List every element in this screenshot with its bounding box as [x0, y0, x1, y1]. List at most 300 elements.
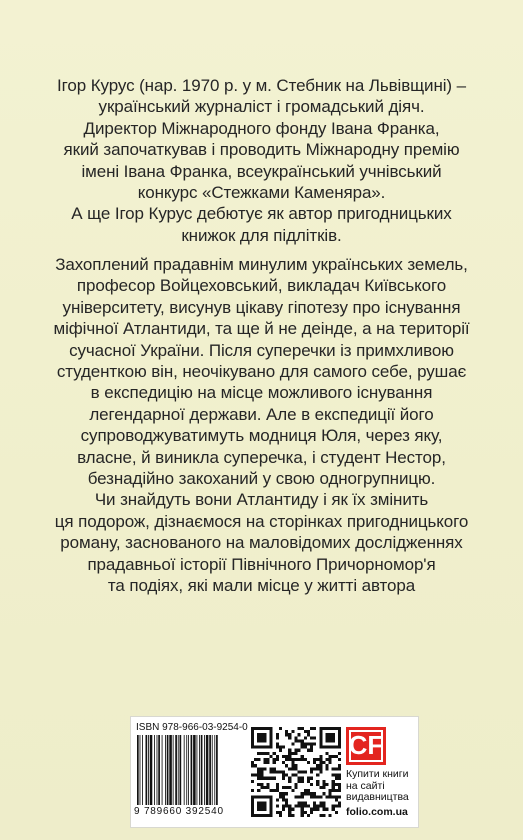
qr-module — [310, 749, 313, 752]
qr-module — [270, 743, 273, 746]
qr-module — [307, 733, 310, 736]
qr-module — [316, 780, 319, 783]
qr-module — [294, 767, 297, 770]
qr-module — [310, 783, 313, 786]
qr-module — [257, 736, 260, 739]
qr-module — [301, 811, 304, 814]
qr-module — [298, 801, 301, 804]
qr-module — [338, 789, 341, 792]
qr-module — [322, 805, 325, 808]
qr-module — [251, 730, 254, 733]
qr-module — [270, 727, 273, 730]
barcode-bar — [212, 735, 213, 805]
qr-module — [273, 752, 276, 755]
qr-module — [251, 743, 254, 746]
qr-module — [267, 795, 270, 798]
qr-module — [322, 746, 325, 749]
qr-module — [251, 739, 254, 742]
qr-module — [304, 758, 307, 761]
qr-module — [263, 736, 266, 739]
barcode-bar — [193, 735, 196, 805]
qr-module — [335, 727, 338, 730]
qr-module — [251, 798, 254, 801]
qr-module — [329, 789, 332, 792]
qr-module — [285, 801, 288, 804]
qr-module — [338, 739, 341, 742]
qr-module — [322, 761, 325, 764]
qr-module — [307, 789, 310, 792]
qr-module — [304, 811, 307, 814]
qr-module — [332, 733, 335, 736]
qr-module — [251, 727, 254, 730]
qr-module — [338, 805, 341, 808]
qr-module — [338, 777, 341, 780]
qr-module — [251, 801, 254, 804]
qr-module — [307, 761, 310, 764]
qr-module — [338, 743, 341, 746]
qr-module — [267, 777, 270, 780]
qr-module — [329, 792, 332, 795]
qr-module — [288, 808, 291, 811]
qr-module — [291, 814, 294, 817]
qr-module — [288, 736, 291, 739]
bio-line: Ігор Курус (нар. 1970 р. у м. Стебник на Львівщині) – — [57, 76, 466, 95]
qr-module — [325, 758, 328, 761]
qr-module — [325, 727, 328, 730]
qr-module — [291, 789, 294, 792]
barcode-bar — [209, 735, 211, 805]
qr-module — [316, 805, 319, 808]
bio-line: Директор Міжнародного фонду Івана Франка, — [83, 118, 440, 138]
buy-line: на сайті — [346, 779, 385, 792]
qr-module — [273, 789, 276, 792]
qr-module — [285, 758, 288, 761]
qr-module — [285, 798, 288, 801]
annotation-line: професор Войцеховський, викладач Київського — [76, 276, 447, 296]
annotation-line: роману, заснованого на маловідомих дослідженнях — [60, 533, 463, 553]
qr-module — [276, 783, 279, 786]
qr-module — [257, 774, 260, 777]
bio-line: імені Івана Франка, всеукраїнський учнівський — [81, 161, 442, 181]
qr-module — [310, 808, 313, 811]
qr-module — [257, 733, 260, 736]
qr-module — [310, 770, 313, 773]
qr-module — [257, 783, 260, 786]
qr-module — [260, 770, 263, 773]
qr-module — [325, 739, 328, 742]
qr-module — [319, 805, 322, 808]
qr-module — [319, 758, 322, 761]
qr-module — [313, 808, 316, 811]
annotation-line: Чи знайдуть вони Атлантиду і як їх змінить — [94, 490, 429, 510]
qr-module — [260, 795, 263, 798]
qr-module — [270, 814, 273, 817]
qr-module — [325, 736, 328, 739]
qr-module — [276, 743, 279, 746]
qr-module — [273, 761, 276, 764]
qr-module — [282, 798, 285, 801]
qr-module — [285, 774, 288, 777]
qr-module — [270, 770, 273, 773]
qr-module — [301, 808, 304, 811]
qr-module — [270, 730, 273, 733]
qr-module — [251, 774, 254, 777]
qr-module — [298, 739, 301, 742]
barcode-bar — [148, 735, 149, 805]
annotation-line: прадавньої історії Північного Причорномор'я — [87, 554, 436, 574]
qr-module — [267, 746, 270, 749]
barcode-bar — [188, 735, 189, 805]
qr-module — [329, 727, 332, 730]
qr-module — [325, 733, 328, 736]
qr-module — [251, 764, 254, 767]
qr-module — [260, 767, 263, 770]
qr-module — [307, 743, 310, 746]
qr-module — [338, 736, 341, 739]
qr-module — [285, 755, 288, 758]
qr-module — [282, 746, 285, 749]
qr-module — [260, 786, 263, 789]
qr-module — [338, 801, 341, 804]
qr-module — [263, 808, 266, 811]
qr-module — [273, 767, 276, 770]
qr-module — [270, 808, 273, 811]
qr-module — [288, 814, 291, 817]
qr-module — [301, 805, 304, 808]
qr-module — [282, 755, 285, 758]
qr-module — [304, 743, 307, 746]
barcode-bar — [154, 735, 155, 805]
qr-module — [254, 758, 257, 761]
qr-module — [270, 746, 273, 749]
qr-module — [301, 758, 304, 761]
qr-module — [276, 758, 279, 761]
qr-module — [288, 755, 291, 758]
qr-module — [310, 767, 313, 770]
qr-module — [319, 736, 322, 739]
qr-module — [335, 767, 338, 770]
qr-module — [338, 752, 341, 755]
qr-module — [276, 786, 279, 789]
logo-letters: CF — [348, 730, 384, 760]
qr-module — [273, 758, 276, 761]
qr-module — [260, 774, 263, 777]
barcode-bar — [180, 735, 182, 805]
qr-module — [267, 761, 270, 764]
qr-module — [313, 736, 316, 739]
qr-module — [319, 733, 322, 736]
qr-module — [273, 777, 276, 780]
qr-module — [313, 805, 316, 808]
annotation-line: міфічної Атлантиди, та ще й не деінде, а на території — [53, 319, 470, 339]
qr-module — [301, 739, 304, 742]
qr-module — [313, 727, 316, 730]
qr-module — [291, 808, 294, 811]
qr-module — [282, 786, 285, 789]
qr-module — [332, 739, 335, 742]
qr-module — [332, 746, 335, 749]
qr-module — [307, 805, 310, 808]
qr-module — [254, 795, 257, 798]
qr-module — [332, 795, 335, 798]
bio-line: А ще Ігор Курус дебютує як автор пригодницьких — [71, 204, 452, 224]
annotation-line: ця подорож, дізнаємося на сторінках пригодницького — [54, 511, 469, 531]
qr-module — [288, 780, 291, 783]
barcode-bar — [197, 735, 198, 805]
buy-online-note — [346, 769, 416, 804]
annotation-line: студенткою він, неочікувано для самого себе, рушає — [56, 362, 467, 382]
qr-module — [329, 814, 332, 817]
qr-module — [310, 777, 313, 780]
qr-module — [310, 727, 313, 730]
qr-module — [263, 795, 266, 798]
qr-module — [260, 783, 263, 786]
qr-module — [329, 755, 332, 758]
barcode-bar — [191, 735, 193, 805]
qr-module — [276, 755, 279, 758]
qr-module — [257, 758, 260, 761]
qr-module — [338, 727, 341, 730]
qr-module — [329, 733, 332, 736]
qr-module — [319, 770, 322, 773]
qr-module — [319, 739, 322, 742]
qr-module — [257, 789, 260, 792]
qr-module — [304, 805, 307, 808]
qr-module — [267, 758, 270, 761]
qr-module — [285, 786, 288, 789]
qr-module — [301, 727, 304, 730]
qr-module — [279, 749, 282, 752]
qr-module — [276, 805, 279, 808]
qr-module — [301, 777, 304, 780]
qr-module — [294, 764, 297, 767]
qr-module — [260, 746, 263, 749]
qr-module — [319, 761, 322, 764]
qr-module — [260, 736, 263, 739]
qr-module — [276, 811, 279, 814]
qr-module — [273, 770, 276, 773]
qr-module — [298, 758, 301, 761]
bio-line: книжок для підлітків. — [181, 225, 342, 245]
qr-module — [307, 814, 310, 817]
qr-module — [263, 767, 266, 770]
qr-module — [251, 795, 254, 798]
qr-module — [257, 746, 260, 749]
qr-module — [257, 795, 260, 798]
qr-module — [298, 733, 301, 736]
barcode-bar — [157, 735, 158, 805]
qr-module — [267, 727, 270, 730]
qr-module — [251, 805, 254, 808]
qr-module — [301, 795, 304, 798]
annotation-line: безнадійно закоханий у свою одногрупницю. — [87, 469, 436, 489]
qr-module — [251, 736, 254, 739]
publisher-logo-icon — [346, 727, 386, 765]
barcode-bar — [137, 735, 139, 805]
qr-module — [338, 764, 341, 767]
qr-module — [338, 783, 341, 786]
bio-line: який започаткував і проводить Міжнародну премію — [63, 140, 460, 160]
qr-module — [310, 795, 313, 798]
qr-module — [298, 770, 301, 773]
qr-module — [251, 814, 254, 817]
qr-code-icon — [251, 727, 341, 817]
qr-module — [285, 733, 288, 736]
qr-module — [270, 777, 273, 780]
qr-module — [257, 805, 260, 808]
qr-module — [313, 767, 316, 770]
qr-module — [270, 767, 273, 770]
qr-module — [285, 792, 288, 795]
qr-module — [260, 752, 263, 755]
qr-module — [322, 780, 325, 783]
qr-module — [263, 733, 266, 736]
buy-line: Купити книги — [346, 768, 409, 780]
qr-module — [257, 801, 260, 804]
qr-module — [270, 739, 273, 742]
qr-module — [335, 746, 338, 749]
qr-module — [288, 777, 291, 780]
qr-module — [332, 727, 335, 730]
qr-module — [329, 758, 332, 761]
qr-module — [263, 777, 266, 780]
bio-line: конкурс «Стежками Каменяра». — [137, 183, 386, 203]
qr-module — [310, 811, 313, 814]
qr-module — [316, 774, 319, 777]
qr-module — [313, 792, 316, 795]
qr-module — [263, 752, 266, 755]
qr-module — [288, 733, 291, 736]
qr-module — [276, 736, 279, 739]
qr-module — [279, 792, 282, 795]
qr-module — [319, 786, 322, 789]
qr-module — [325, 808, 328, 811]
publisher-site-link[interactable]: folio.com.ua — [346, 806, 408, 818]
qr-module — [322, 808, 325, 811]
qr-module — [270, 805, 273, 808]
qr-module — [282, 774, 285, 777]
qr-module — [270, 798, 273, 801]
bio-line: український журналіст і громадський діяч. — [98, 97, 425, 117]
barcode-bar — [162, 735, 163, 805]
qr-module — [301, 770, 304, 773]
qr-module — [263, 758, 266, 761]
qr-module — [335, 795, 338, 798]
qr-module — [322, 814, 325, 817]
qr-module — [294, 736, 297, 739]
qr-module — [291, 767, 294, 770]
qr-module — [304, 770, 307, 773]
qr-module — [316, 764, 319, 767]
qr-module — [263, 805, 266, 808]
qr-module — [332, 808, 335, 811]
qr-module — [285, 730, 288, 733]
qr-module — [263, 739, 266, 742]
qr-module — [251, 780, 254, 783]
qr-module — [322, 801, 325, 804]
barcode-bar — [186, 735, 187, 805]
qr-module — [251, 808, 254, 811]
qr-module — [279, 727, 282, 730]
qr-module — [307, 749, 310, 752]
barcode-bar — [167, 735, 169, 805]
qr-module — [338, 774, 341, 777]
qr-module — [319, 764, 322, 767]
qr-module — [319, 743, 322, 746]
barcode-bar — [216, 735, 218, 805]
qr-module — [316, 795, 319, 798]
qr-module — [335, 805, 338, 808]
qr-module — [257, 752, 260, 755]
qr-module — [335, 777, 338, 780]
barcode-bar — [214, 735, 215, 805]
qr-module — [319, 755, 322, 758]
qr-module — [294, 795, 297, 798]
qr-module — [319, 727, 322, 730]
annotation-line: Захоплений прадавнім минулим українських земель, — [55, 255, 468, 274]
qr-module — [260, 733, 263, 736]
qr-module — [260, 801, 263, 804]
qr-module — [338, 746, 341, 749]
barcode-bar — [178, 735, 179, 805]
qr-module — [285, 764, 288, 767]
qr-module — [282, 792, 285, 795]
qr-module — [298, 795, 301, 798]
qr-module — [276, 789, 279, 792]
qr-module — [298, 780, 301, 783]
qr-module — [329, 761, 332, 764]
qr-module — [270, 789, 273, 792]
qr-module — [335, 811, 338, 814]
qr-module — [316, 767, 319, 770]
qr-module — [254, 764, 257, 767]
qr-module — [332, 789, 335, 792]
annotation-line: сучасної України. Після суперечки із примхливою — [69, 340, 454, 360]
qr-module — [322, 792, 325, 795]
barcode-bar — [140, 735, 141, 805]
qr-module — [288, 811, 291, 814]
qr-module — [282, 808, 285, 811]
qr-module — [319, 801, 322, 804]
qr-module — [319, 795, 322, 798]
barcode-icon — [134, 735, 246, 805]
qr-module — [294, 805, 297, 808]
qr-module — [310, 746, 313, 749]
qr-module — [294, 786, 297, 789]
qr-module — [291, 758, 294, 761]
qr-module — [288, 752, 291, 755]
annotation-line: в експедицію на місце можливого існування — [90, 383, 433, 403]
qr-module — [313, 758, 316, 761]
qr-module — [257, 739, 260, 742]
qr-module — [267, 783, 270, 786]
qr-module — [291, 764, 294, 767]
qr-module — [263, 727, 266, 730]
qr-module — [322, 783, 325, 786]
barcode-bar — [184, 735, 185, 805]
barcode-bar — [158, 735, 160, 805]
qr-module — [338, 795, 341, 798]
qr-module — [276, 798, 279, 801]
qr-module — [310, 792, 313, 795]
qr-module — [254, 727, 257, 730]
qr-module — [338, 730, 341, 733]
qr-module — [301, 780, 304, 783]
qr-module — [276, 733, 279, 736]
qr-module — [304, 801, 307, 804]
isbn-label: ISBN 978-966-03-9254-0 — [136, 722, 248, 733]
buy-line: видавництва — [346, 791, 409, 804]
